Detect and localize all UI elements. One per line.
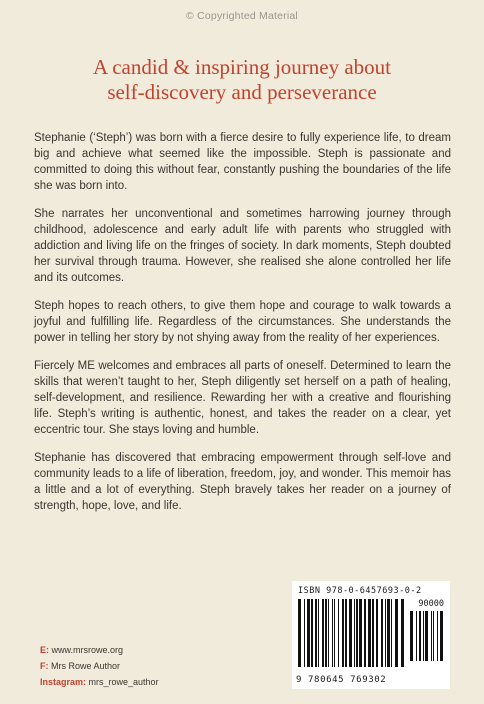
- supplement-barcode-icon: [410, 611, 444, 661]
- tagline-line-2: self-discovery and perseverance: [107, 80, 377, 104]
- contact-info: [40, 642, 159, 690]
- ean-digits: 9 780645 769302: [296, 675, 387, 685]
- blurb-paragraph-4: Fiercely ME welcomes and embraces all parts of oneself. Determined to learn the skills that weren’t taught to her, Steph diligently set herself on a path of healing, self-development, and resilience. Rewarding her with a creative and flourishing life. Steph’s writing is authentic, honest, and takes the reader on a clear, yet eccentric tour. She stays loving and humble.: [34, 360, 451, 436]
- contact-email: [40, 642, 159, 658]
- blurb-paragraph-1: Stephanie (‘Steph’) was born with a fierce desire to fully experience life, to dream big and achieve what seemed like the impossible. Steph is passionate and committed to doing this without fear, constantly pushing the boundaries of the life she was born into.: [34, 132, 451, 192]
- blurb: [34, 130, 451, 526]
- isbn-barcode-panel: [292, 581, 450, 689]
- blurb-paragraph-3: Steph hopes to reach others, to give them hope and courage to walk towards a joyful and fulfilling life. Regardless of the circumstances. She understands the power in telling her story by not shying away from the reality of her experiences.: [34, 300, 451, 344]
- facebook-label: F:: [40, 661, 49, 671]
- price-supplement: 90000: [418, 599, 444, 609]
- ean-barcode-icon: [298, 599, 404, 667]
- contact-instagram: [40, 674, 159, 690]
- tagline: [0, 55, 484, 105]
- tagline-line-1: A candid & inspiring journey about: [92, 55, 392, 79]
- instagram-value[interactable]: mrs_rowe_author: [88, 677, 159, 687]
- email-label: E:: [40, 645, 49, 655]
- copyright-watermark: © Copyrighted Material: [186, 10, 298, 22]
- contact-facebook: [40, 658, 159, 674]
- instagram-label: Instagram:: [40, 677, 87, 687]
- facebook-value[interactable]: Mrs Rowe Author: [51, 661, 121, 671]
- blurb-paragraph-2: She narrates her unconventional and sometimes harrowing journey through childhood, adolescence and early adult life with parents who struggled with addiction and living life on the fringes of society. In dark moments, Steph doubted her survival through trauma. However, she realised she alone controlled her life and its outcomes.: [34, 208, 451, 284]
- blurb-paragraph-5: Stephanie has discovered that embracing empowerment through self-love and community leads to a life of liberation, freedom, joy, and wonder. This memoir has a little and a lot of everything. Steph bravely takes her reader on a journey of strength, hope, love, and life.: [34, 452, 451, 512]
- email-value[interactable]: www.mrsrowe.org: [51, 645, 124, 655]
- isbn-number: ISBN 978-0-6457693-0-2: [298, 586, 422, 596]
